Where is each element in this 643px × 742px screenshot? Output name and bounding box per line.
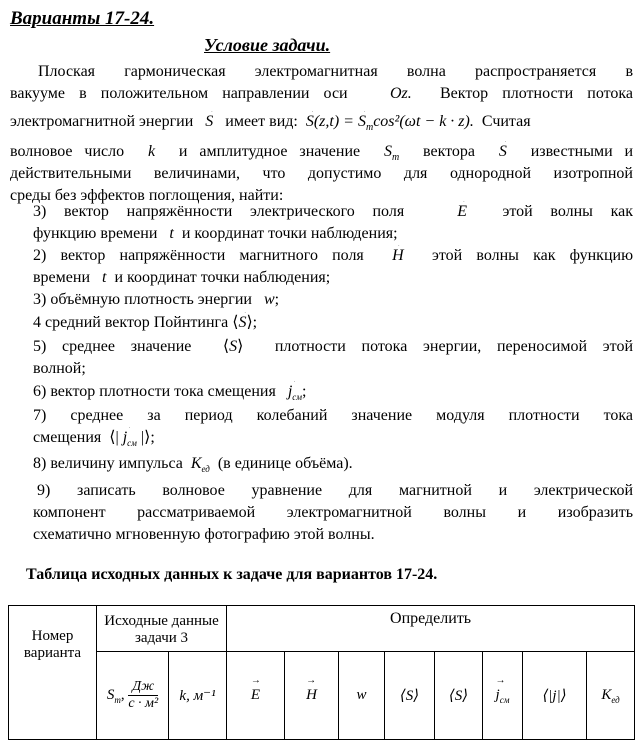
task-item-5: 5) среднее значение ⟨S⟩ плотности потока энергии, переносимой этой волной; — [33, 338, 633, 377]
intro-line-3: электромагнитной энергии → S имеет вид: → S(z,t) = → $S_m\cos^2(\omega t - k \cdot z)$. Считая — [10, 111, 633, 133]
intro-line-6: среды без эффектов поглощения, найти: — [10, 187, 284, 204]
problem-intro — [10, 61, 633, 207]
col-j-abs: ⟨|j|⟩ — [523, 652, 587, 740]
col-h: → H — [285, 652, 339, 740]
col-s: ⟨S⟩ — [435, 652, 483, 740]
task-item-6: 6) вектор плотности тока смещения → $j_{см}$; — [33, 381, 633, 403]
task-item-7: 7) среднее за период колебаний значение модуля плотности тока смещения ⟨| → $j_{см}$ |⟩; — [33, 405, 633, 449]
intro-line-2: вакууме в положительном направлении оси Oz. Вектор плотности потока — [10, 85, 633, 102]
source-data-table — [8, 605, 635, 740]
task-item-2: 2) вектор напряжённости магнитного поля → H этой волны как функцию времени t и координат точки наблюдения; — [33, 245, 633, 289]
col-sm-units: $S_m$, Дж с · м² — [97, 652, 169, 740]
task-item-3: 3) объёмную плотность энергии w; — [33, 291, 280, 308]
col-e: → E — [227, 652, 285, 740]
problem-heading: Условие задачи. — [204, 35, 331, 55]
variants-heading: Варианты 17-24. — [10, 8, 155, 29]
col-s-vec: ⟨S⟩ — [385, 652, 435, 740]
task-item-8: 8) величину импульса $K_{ед}$ (в единице объёма). — [33, 455, 353, 475]
task-item-4: 4 средний вектор Пойнтинга ⟨→ S⟩; — [33, 312, 633, 334]
intro-line-5: действительными величинами, что допустимо для однородной изотропной — [10, 165, 633, 182]
task-item-1: 3) вектор напряжённости электрического поля → E этой волны как функцию времени t и координат точки наблюдения; — [33, 201, 633, 245]
intro-line-1: Плоская гармоническая электромагнитная волна распространяется в — [38, 63, 633, 80]
intro-line-4: волновое число k и амплитудное значение $S_m$ вектора → S известными и — [10, 141, 633, 163]
source-data-header: Исходные данные задачи 3 — [97, 606, 227, 652]
variant-number-header: Номер варианта — [9, 606, 97, 740]
col-j: → $j_{см}$ — [483, 652, 523, 740]
determine-header: Определить — [227, 606, 635, 652]
col-w: w — [339, 652, 385, 740]
task-item-9: 9) записать волновое уравнение для магнитной и электрической компонент рассматриваемой электромагнитной волны и изобразить схематично мгновенную фотографию этой волны. — [33, 482, 633, 543]
col-k: $K_{ед}$ — [587, 652, 635, 740]
col-k-units: k, м⁻¹ — [169, 652, 227, 740]
table-title: Таблица исходных данных к задаче для вариантов 17-24. — [26, 566, 438, 583]
